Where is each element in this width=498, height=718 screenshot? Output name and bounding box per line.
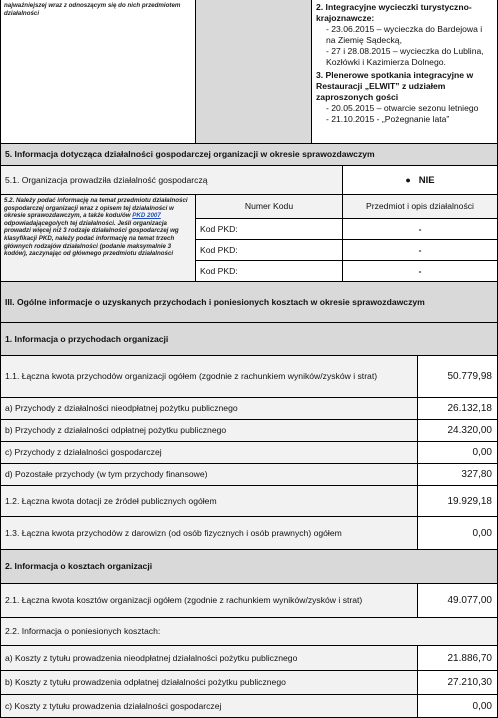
row52-description [4,197,192,258]
item2-line-2: - 27 i 28.08.2015 – wycieczka do Lublina, Kozłówki i Kazimierza Dolnego. [326,46,484,67]
top-left-text: najważniejszej wraz z odnoszącym się do nich przedmiotem działalności [4,2,181,17]
bullet-icon: ● [405,175,411,185]
pkd-row-1-label: Kod PKD: [195,218,343,240]
costs-row-a-value: 21.886,70 [417,645,498,671]
income-row-a-label: a) Przychody z działalności nieodpłatnej pożytku publicznego [0,397,418,420]
costs-row-c-label: c) Koszty z tytułu prowadzenia działalności gospodarczej [0,694,418,718]
section5-header: 5. Informacja dotycząca działalności gospodarczej organizacji w okresie sprawozdawczym [0,143,498,166]
income-row-b-value: 24.320,00 [417,419,498,442]
row51-label: 5.1. Organizacja prowadziła działalność gospodarczą [0,165,343,195]
costs-header: 2. Informacja o kosztach organizacji [0,549,498,584]
costs-total-label: 2.1. Łączna kwota kosztów organizacji ogółem (zgodnie z rachunkiem wyników/zysków i strat) [0,583,418,618]
income-row-c-value: 0,00 [417,441,498,464]
item2-line-1: - 23.06.2015 – wycieczka do Bardejowa i na Ziemię Sądecką, [326,24,483,45]
section3-header: III. Ogólne informacje o uzyskanych przychodach i poniesionych kosztach w okresie sprawozdawczym [0,281,498,323]
pkd-row-3-value: - [342,260,498,282]
top-left-cell [0,0,196,144]
pkd-row-2-value: - [342,239,498,261]
row51-value-cell [342,165,498,195]
item2-title: 2. Integracyjne wycieczki turystyczno-krajoznawcze: [316,2,472,23]
item3-line-2: - 21.10.2015 - „Pożegnanie lata” [326,114,450,124]
costs-row-b-value: 27.210,30 [417,670,498,695]
pkd-link[interactable]: PKD 2007 [132,212,161,220]
income-row-d-label: d) Pozostałe przychody (w tym przychody finansowe) [0,463,418,486]
row52-text-1: 5.2. Należy podać informację na temat przedmiotu działalności gospodarczej organizacji wraz z opisem tej działalności w okresie sprawozdawczym, a także kodu/ów [4,197,188,220]
pkd-row-1-value: - [342,218,498,240]
item3-line-1: - 20.05.2015 – otwarcie sezonu letniego [326,103,479,113]
row51-value: NIE [418,174,435,186]
income-row-d-value: 327,80 [417,463,498,486]
costs-total-value: 49.077,00 [417,583,498,618]
income-row-13-value: 0,00 [417,516,498,550]
top-middle-cell [195,0,312,144]
income-row-12-label: 1.2. Łączna kwota dotacji ze źródeł publicznych ogółem [0,485,418,517]
income-row-total-label: 1.1. Łączna kwota przychodów organizacji ogółem (zgodnie z rachunkiem wyników/zysków i strat) [0,355,418,398]
pkd-row-2-label: Kod PKD: [195,239,343,261]
col-kod-header: Numer Kodu [195,194,343,219]
costs-row-c-value: 0,00 [417,694,498,718]
costs-subheader: 2.2. Informacja o poniesionych kosztach: [0,617,498,646]
top-right-cell [311,0,498,144]
income-row-c-label: c) Przychody z działalności gospodarczej [0,441,418,464]
item3-title: 3. Plenerowe spotkania integracyjne w Restauracji „ELWIT” z udziałem zaproszonych gości [316,70,474,102]
income-row-13-label: 1.3. Łączna kwota przychodów z darowizn (od osób fizycznych i osób prawnych) ogółem [0,516,418,550]
col-opis-header: Przedmiot i opis działalności [342,194,498,219]
income-header: 1. Informacja o przychodach organizacji [0,322,498,356]
row52-text-2: odpowiadającego/ych tej działalności. Jeśli organizacja prowadzi więcej niż 3 rodzaje działalności gospodarczej wg klasyfikacji PKD, należy podać informację na temat trzech głównych rodzajów działalności (podanie maksymalnie 3 kodów), zaczynając od głównego przedmiotu działalności [4,219,179,258]
income-row-12-value: 19.929,18 [417,485,498,517]
pkd-row-3-label: Kod PKD: [195,260,343,282]
row52-description-cell [0,194,196,282]
costs-row-b-label: b) Koszty z tytułu prowadzenia odpłatnej działalności pożytku publicznego [0,670,418,695]
income-row-a-value: 26.132,18 [417,397,498,420]
costs-row-a-label: a) Koszty z tytułu prowadzenia nieodpłatnej działalności pożytku publicznego [0,645,418,671]
income-row-total-value: 50.779,98 [417,355,498,398]
income-row-b-label: b) Przychody z działalności odpłatnej pożytku publicznego [0,419,418,442]
